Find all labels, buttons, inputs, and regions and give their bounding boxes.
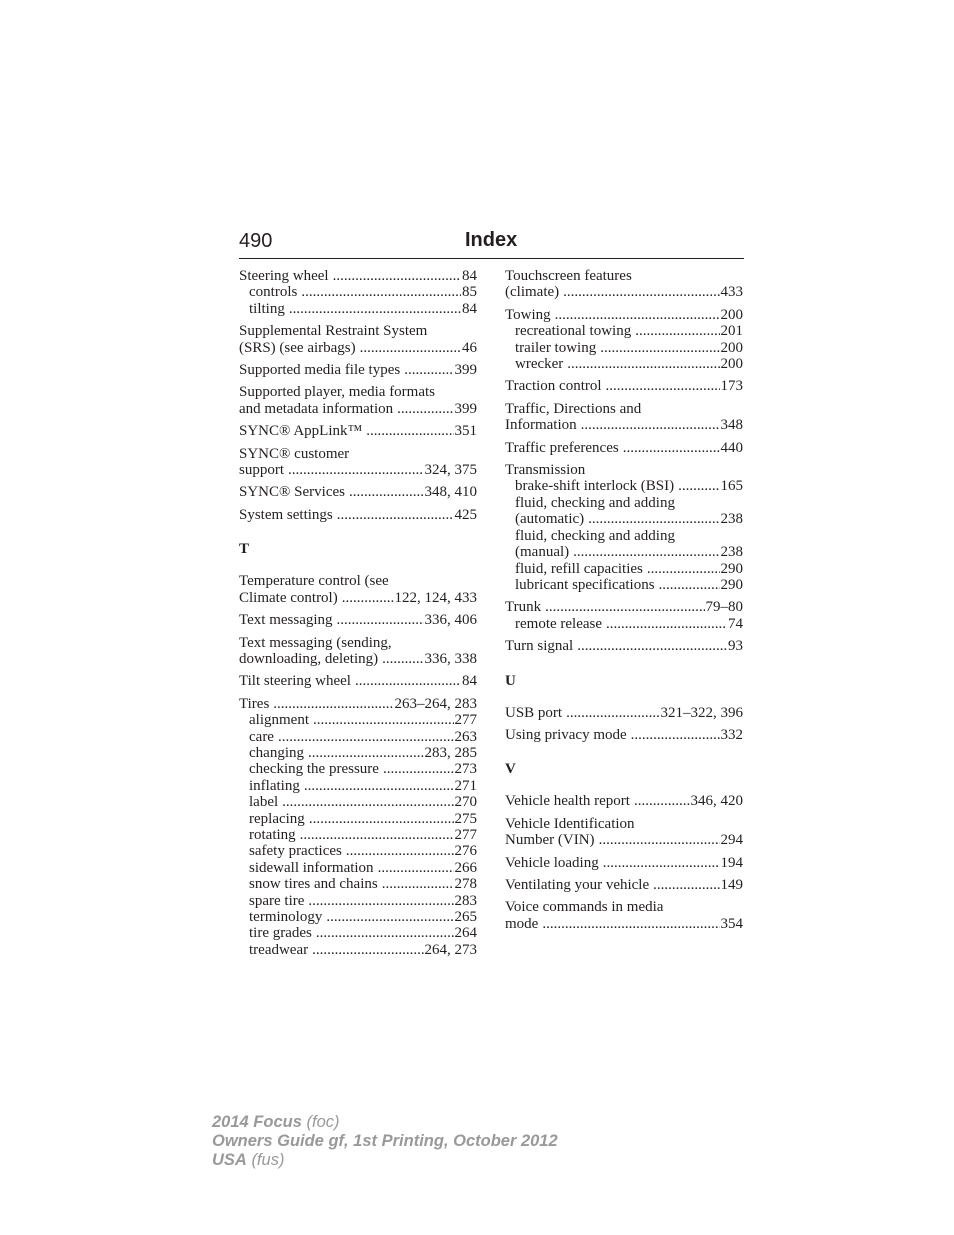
dot-leader	[588, 511, 719, 527]
index-subentry	[239, 860, 477, 876]
index-term: Towing	[505, 306, 551, 323]
index-page-ref: 425	[454, 506, 477, 523]
index-page-ref: 263	[454, 728, 477, 745]
index-term: Text messaging (sending,	[239, 634, 392, 651]
index-page-ref: 348	[720, 417, 743, 434]
index-subentry	[239, 876, 477, 892]
index-term: Transmission	[505, 462, 586, 479]
dot-leader	[383, 761, 454, 777]
index-term: tire grades	[249, 925, 312, 942]
index-entry	[239, 484, 477, 500]
index-section-letter: V	[505, 761, 516, 778]
dot-leader	[545, 599, 704, 615]
index-page-ref: 46	[462, 339, 477, 356]
dot-leader	[606, 616, 727, 632]
index-subentry	[505, 356, 743, 372]
index-entry-line	[239, 268, 477, 284]
index-page-ref: 294	[720, 832, 743, 849]
index-entry-line	[505, 462, 743, 478]
index-term: wrecker	[515, 356, 564, 373]
index-subentry	[239, 794, 477, 810]
index-term: replacing	[249, 810, 305, 827]
dot-leader	[304, 778, 454, 794]
index-page-ref: 200	[720, 306, 743, 323]
index-entry	[505, 877, 743, 893]
index-page-ref: 283	[454, 892, 477, 909]
index-subentry	[239, 729, 477, 745]
dot-leader	[659, 577, 720, 593]
index-page-ref: 200	[720, 339, 743, 356]
index-page-ref: 440	[720, 439, 743, 456]
index-page-ref: 354	[720, 915, 743, 932]
dot-leader	[631, 727, 720, 743]
index-term: downloading, deleting)	[239, 650, 379, 667]
index-term: Supported media file types	[239, 362, 401, 379]
index-term: fluid, checking and adding	[515, 494, 675, 511]
index-entry-line	[505, 832, 743, 848]
index-term: terminology	[249, 909, 323, 925]
index-term: Tilt steering wheel	[239, 673, 351, 690]
index-entry-line	[505, 877, 743, 893]
index-term: (manual)	[515, 544, 570, 561]
index-subentry	[505, 340, 743, 356]
index-term: brake-shift interlock (BSI)	[515, 478, 675, 495]
dot-leader	[313, 712, 454, 728]
index-term: Ventilating your vehicle	[505, 876, 650, 893]
page-header	[239, 228, 744, 259]
index-entry-line	[239, 340, 477, 356]
index-entry-line	[505, 378, 743, 394]
index-term: mode	[505, 915, 539, 932]
index-term: (automatic)	[515, 511, 585, 528]
index-subentry	[239, 284, 477, 300]
index-entry	[239, 268, 477, 317]
index-entry-line	[239, 635, 477, 651]
index-page-ref: 271	[454, 777, 477, 794]
dot-leader	[603, 855, 720, 871]
index-entry	[505, 899, 743, 932]
dot-leader	[599, 832, 720, 848]
index-entry-line	[239, 384, 477, 400]
index-page-ref: 321–322, 396	[660, 704, 743, 721]
index-entry-line	[505, 638, 743, 654]
index-entry-line	[239, 462, 477, 478]
index-entry	[505, 378, 743, 394]
index-entry-line	[505, 727, 743, 743]
index-page-ref: 336, 406	[424, 612, 477, 629]
index-subentry	[505, 495, 743, 511]
dot-leader	[337, 507, 454, 523]
index-entry-line	[239, 323, 477, 339]
index-term: tilting	[249, 300, 285, 317]
dot-leader	[308, 745, 424, 761]
index-page-ref: 324, 375	[424, 462, 477, 479]
index-entry-line	[239, 651, 477, 667]
index-term: Trunk	[505, 599, 542, 616]
index-entry	[505, 268, 743, 301]
index-term: sidewall information	[249, 859, 374, 876]
index-entry-line	[239, 573, 477, 589]
index-page-ref: 270	[454, 794, 477, 811]
page-number: 490	[239, 230, 273, 252]
dot-leader	[337, 612, 424, 628]
index-subentry	[239, 301, 477, 317]
dot-leader	[397, 401, 453, 417]
index-page-ref: 238	[720, 544, 743, 561]
index-page-ref: 165	[720, 478, 743, 495]
index-page-ref: 84	[462, 300, 477, 317]
index-term: trailer towing	[515, 339, 597, 356]
index-subentry	[505, 544, 743, 560]
index-page-ref: 332	[720, 726, 743, 743]
index-page-ref: 290	[720, 576, 743, 593]
index-entry-line	[239, 362, 477, 378]
index-subentry	[239, 909, 477, 925]
index-entry-line	[239, 696, 477, 712]
index-page-ref: 336, 338	[424, 650, 477, 667]
index-page-ref: 74	[728, 615, 743, 632]
index-column-right	[505, 268, 743, 938]
index-term: Traffic, Directions and	[505, 400, 642, 417]
index-subentry	[505, 528, 743, 544]
index-entry-line	[505, 307, 743, 323]
index-page-ref: 264	[454, 925, 477, 942]
index-subentry	[239, 712, 477, 728]
dot-leader	[366, 423, 453, 439]
index-entry-line	[505, 599, 743, 615]
index-entry	[505, 462, 743, 593]
dot-leader	[309, 811, 454, 827]
index-entry	[505, 793, 743, 809]
index-subentry	[505, 577, 743, 593]
dot-leader	[678, 478, 719, 494]
index-entry-line	[239, 401, 477, 417]
dot-leader	[623, 440, 720, 456]
dot-leader	[278, 729, 454, 745]
dot-leader	[635, 323, 719, 339]
footer-line-3	[212, 1151, 558, 1170]
index-page-ref: 266	[454, 859, 477, 876]
dot-leader	[355, 673, 461, 689]
index-term: fluid, refill capacities	[515, 560, 643, 577]
index-page-ref: 264, 273	[424, 941, 477, 958]
index-page-ref: 351	[454, 423, 477, 440]
index-entry	[505, 727, 743, 743]
index-entry	[505, 401, 743, 434]
index-entry-line	[239, 423, 477, 439]
index-term: and metadata information	[239, 400, 394, 417]
index-entry	[505, 638, 743, 654]
index-term: Text messaging	[239, 612, 333, 629]
dot-leader	[382, 876, 454, 892]
index-page-ref: 238	[720, 511, 743, 528]
index-term: SYNC® Services	[239, 484, 345, 501]
index-term: fluid, checking and adding	[515, 527, 675, 544]
index-term: Information	[505, 417, 577, 434]
dot-leader	[360, 340, 461, 356]
index-term: snow tires and chains	[249, 876, 378, 893]
index-term: Using privacy mode	[505, 726, 627, 743]
dot-leader	[289, 301, 461, 317]
index-term: label	[249, 794, 279, 811]
index-entry-line	[505, 705, 743, 721]
index-term: alignment	[249, 712, 309, 729]
index-entry	[239, 635, 477, 668]
index-subentry	[505, 478, 743, 494]
dot-leader	[542, 916, 719, 932]
index-subentry	[239, 942, 477, 958]
dot-leader	[316, 925, 454, 941]
dot-leader	[647, 561, 720, 577]
dot-leader	[600, 340, 719, 356]
index-term: recreational towing	[515, 323, 632, 340]
index-page-ref: 273	[454, 761, 477, 778]
index-entry-line	[239, 484, 477, 500]
index-entry	[239, 323, 477, 356]
index-entry-line	[239, 507, 477, 523]
index-term: SYNC® customer	[239, 445, 350, 462]
index-entry	[239, 507, 477, 523]
index-subentry	[505, 511, 743, 527]
dot-leader	[382, 651, 423, 667]
index-section-letter: U	[505, 672, 516, 689]
index-entry-line	[505, 793, 743, 809]
index-entry-line	[505, 816, 743, 832]
index-entry	[239, 573, 477, 606]
index-page-ref: 290	[720, 560, 743, 577]
index-term: safety practices	[249, 843, 342, 860]
index-entry	[239, 612, 477, 628]
index-term: Vehicle loading	[505, 854, 599, 871]
page-footer	[212, 1113, 558, 1170]
index-subentry	[505, 616, 743, 632]
dot-leader	[326, 909, 453, 925]
index-page-ref: 277	[454, 826, 477, 843]
index-entry	[239, 362, 477, 378]
index-page-ref: 433	[720, 284, 743, 301]
index-section-letter: T	[239, 541, 250, 558]
dot-leader	[577, 638, 727, 654]
index-term: SYNC® AppLink™	[239, 423, 363, 440]
index-subentry	[239, 925, 477, 941]
footer-printing: Owners Guide gf, 1st Printing, October 2012	[212, 1132, 558, 1150]
index-subentry	[239, 778, 477, 794]
index-page-ref: 265	[454, 909, 477, 925]
index-term: Climate control)	[239, 589, 338, 606]
index-term: Supported player, media formats	[239, 384, 436, 401]
index-page-ref: 122, 124, 433	[394, 589, 477, 606]
index-term: support	[239, 462, 284, 479]
index-entry	[505, 816, 743, 849]
index-entry-line	[239, 612, 477, 628]
dot-leader	[555, 307, 720, 323]
index-entry-line	[505, 268, 743, 284]
index-page-ref: 399	[454, 400, 477, 417]
index-page-ref: 84	[462, 268, 477, 284]
index-term: Turn signal	[505, 638, 574, 655]
index-term: (climate)	[505, 284, 560, 301]
dot-leader	[349, 484, 424, 500]
dot-leader	[378, 860, 454, 876]
index-page-ref: 93	[728, 638, 743, 655]
index-entry-line	[505, 417, 743, 433]
index-page-ref: 275	[454, 810, 477, 827]
dot-leader	[346, 843, 454, 859]
index-subentry	[239, 827, 477, 843]
index-term: rotating	[249, 826, 296, 843]
index-entry	[505, 440, 743, 456]
index-entry-line	[505, 440, 743, 456]
index-entry	[239, 673, 477, 689]
index-page-ref: 399	[454, 362, 477, 379]
index-subentry	[505, 323, 743, 339]
index-entry	[239, 384, 477, 417]
index-term: spare tire	[249, 892, 305, 909]
dot-leader	[333, 268, 461, 284]
dot-leader	[563, 284, 719, 300]
index-page-ref: 201	[720, 323, 743, 340]
dot-leader	[301, 284, 461, 300]
index-term: (SRS) (see airbags)	[239, 339, 356, 356]
index-page-ref: 278	[454, 876, 477, 893]
index-subentry	[505, 561, 743, 577]
index-term: Number (VIN)	[505, 832, 595, 849]
dot-leader	[273, 696, 393, 712]
index-term: Voice commands in media	[505, 899, 664, 916]
index-page-ref: 276	[454, 843, 477, 860]
footer-model-code: (foc)	[306, 1113, 340, 1131]
index-entry-line	[505, 916, 743, 932]
index-term: System settings	[239, 506, 333, 523]
dot-leader	[308, 893, 453, 909]
dot-leader	[581, 417, 720, 433]
index-page-ref: 200	[720, 356, 743, 373]
index-entry-line	[505, 855, 743, 871]
index-term: treadwear	[249, 941, 309, 958]
index-entry	[505, 855, 743, 871]
index-page-ref: 85	[462, 284, 477, 301]
index-page-ref: 84	[462, 673, 477, 690]
index-entry	[239, 696, 477, 959]
dot-leader	[312, 942, 423, 958]
index-page-ref: 149	[720, 876, 743, 893]
dot-leader	[404, 362, 453, 378]
index-term: Vehicle health report	[505, 793, 630, 810]
index-entry-line	[505, 284, 743, 300]
index-entry	[505, 599, 743, 632]
index-subentry	[239, 761, 477, 777]
dot-leader	[606, 378, 720, 394]
index-term: Supplemental Restraint System	[239, 323, 428, 340]
index-term: Traction control	[505, 378, 602, 395]
index-page-ref: 348, 410	[424, 484, 477, 501]
index-term: changing	[249, 744, 304, 761]
index-page-ref: 194	[720, 854, 743, 871]
index-term: remote release	[515, 615, 603, 632]
index-entry-line	[505, 401, 743, 417]
dot-leader	[300, 827, 454, 843]
index-entry	[239, 423, 477, 439]
dot-leader	[573, 544, 719, 560]
index-term: USB port	[505, 704, 563, 721]
index-entry-line	[239, 673, 477, 689]
index-term: inflating	[249, 777, 300, 794]
index-entry-line	[239, 590, 477, 606]
index-subentry	[239, 843, 477, 859]
footer-model: 2014 Focus	[212, 1113, 302, 1131]
index-term: Vehicle Identification	[505, 815, 635, 832]
index-page-ref: 277	[454, 712, 477, 729]
index-page-ref: 263–264, 283	[394, 695, 477, 712]
index-page-ref: 346, 420	[690, 793, 743, 810]
index-column-left	[239, 268, 477, 964]
index-term: Steering wheel	[239, 268, 329, 284]
index-term: care	[249, 728, 274, 745]
dot-leader	[566, 705, 659, 721]
index-term: Tires	[239, 695, 270, 712]
index-entry	[505, 307, 743, 373]
dot-leader	[342, 590, 394, 606]
index-entry	[505, 705, 743, 721]
page-title: Index	[465, 229, 518, 251]
footer-region: USA	[212, 1151, 247, 1169]
dot-leader	[288, 462, 424, 478]
index-subentry	[239, 893, 477, 909]
footer-line-1	[212, 1113, 558, 1132]
dot-leader	[282, 794, 453, 810]
index-entry-line	[505, 899, 743, 915]
footer-line-2	[212, 1132, 558, 1151]
index-entry	[239, 446, 477, 479]
index-term: Traffic preferences	[505, 439, 619, 456]
dot-leader	[634, 793, 690, 809]
index-term: Touchscreen features	[505, 268, 632, 284]
index-term: controls	[249, 284, 298, 301]
index-page-ref: 173	[720, 378, 743, 395]
index-page-ref: 79–80	[705, 599, 743, 616]
index-term: checking the pressure	[249, 761, 379, 778]
index-entry-line	[239, 446, 477, 462]
index-page-ref: 283, 285	[424, 744, 477, 761]
index-subentry	[239, 745, 477, 761]
footer-region-code: (fus)	[251, 1151, 285, 1169]
index-subentry	[239, 811, 477, 827]
index-term: lubricant specifications	[515, 576, 655, 593]
dot-leader	[653, 877, 719, 893]
index-term: Temperature control (see	[239, 573, 389, 590]
dot-leader	[567, 356, 719, 372]
